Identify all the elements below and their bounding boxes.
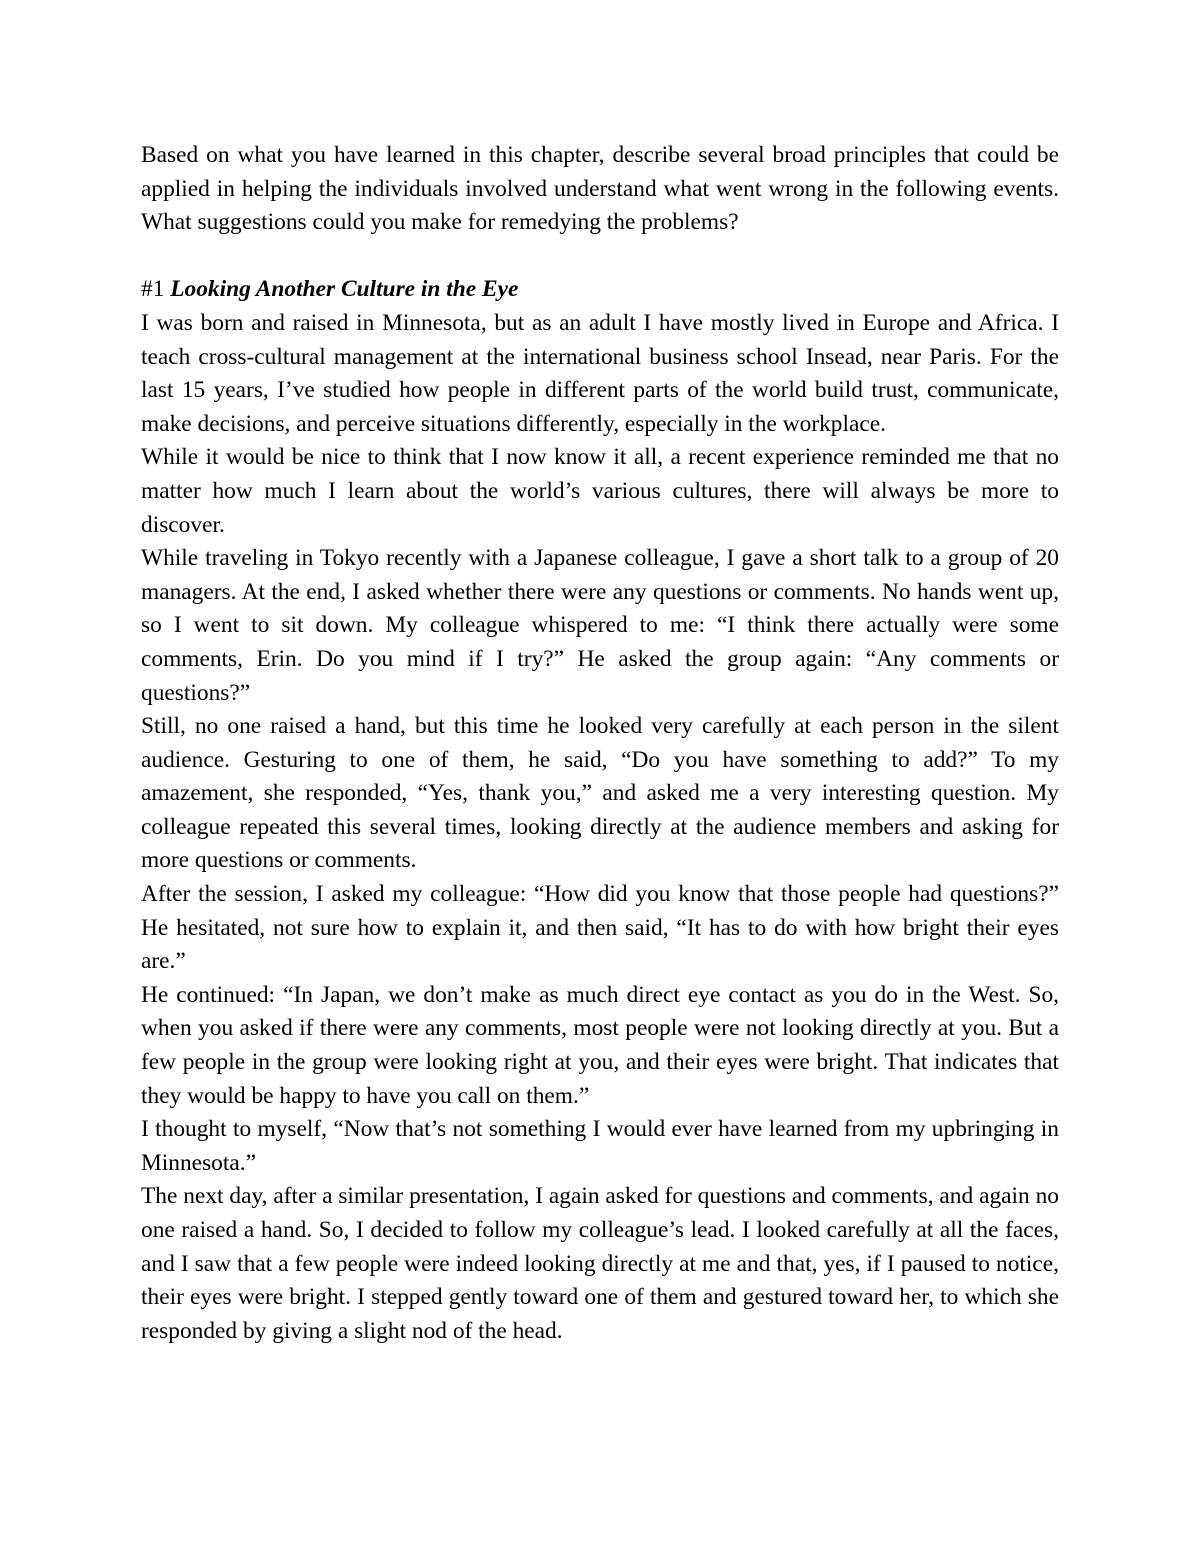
case-number: #1: [141, 276, 165, 303]
intro-paragraph: Based on what you have learned in this chapter, describe several broad principles that could be applied in helping the individuals involved understand what went wrong in the following events. What suggestions could you make for remedying the problems?: [141, 142, 1059, 236]
body-paragraph-5: After the session, I asked my colleague: “How did you know that those people had questions?” He hesitated, not sure how to explain it, and then said, “It has to do with how bright their eyes are.”: [141, 881, 1059, 975]
body-paragraph-7: I thought to myself, “Now that’s not something I would ever have learned from my upbringing in Minnesota.”: [141, 1116, 1059, 1176]
case-heading: [141, 273, 1059, 307]
body-paragraph-1: I was born and raised in Minnesota, but as an adult I have mostly lived in Europe and Africa. I teach cross-cultural management at the international business school Insead, near Paris. For the last 15 years, I’ve studied how people in different parts of the world build trust, communicate, make decisions, and perceive situations differently, especially in the workplace.: [141, 309, 1059, 437]
body-paragraph-2: While it would be nice to think that I now know it all, a recent experience reminded me that no matter how much I learn about the world’s various cultures, there will always be more to discover.: [141, 444, 1059, 538]
paragraph-spacer: [141, 240, 1059, 274]
body-paragraph-4: Still, no one raised a hand, but this time he looked very carefully at each person in the silent audience. Gesturing to one of them, he said, “Do you have something to add?” To my amazement, she responded, “Yes, thank you,” and asked me a very interesting question. My colleague repeated this several times, looking directly at the audience members and asking for more questions or comments.: [141, 713, 1059, 874]
document-page: [141, 139, 1059, 1348]
case-title: Looking Another Culture in the Eye: [170, 276, 519, 303]
body-paragraph-6: He continued: “In Japan, we don’t make as much direct eye contact as you do in the West. So, when you asked if there were any comments, most people were not looking directly at you. But a few people in the group were looking right at you, and their eyes were bright. That indicates that they would be happy to have you call on them.”: [141, 981, 1059, 1109]
body-paragraph-3: While traveling in Tokyo recently with a Japanese colleague, I gave a short talk to a group of 20 managers. At the end, I asked whether there were any questions or comments. No hands went up, so I went to sit down. My colleague whispered to me: “I think there actually were some comments, Erin. Do you mind if I try?” He asked the group again: “Any comments or questions?”: [141, 545, 1059, 706]
body-paragraph-8: The next day, after a similar presentation, I again asked for questions and comments, and again no one raised a hand. So, I decided to follow my colleague’s lead. I looked carefully at all the faces, and I saw that a few people were indeed looking directly at me and that, yes, if I paused to notice, their eyes were bright. I stepped gently toward one of them and gestured toward her, to which she responded by giving a slight nod of the head.: [141, 1183, 1059, 1344]
